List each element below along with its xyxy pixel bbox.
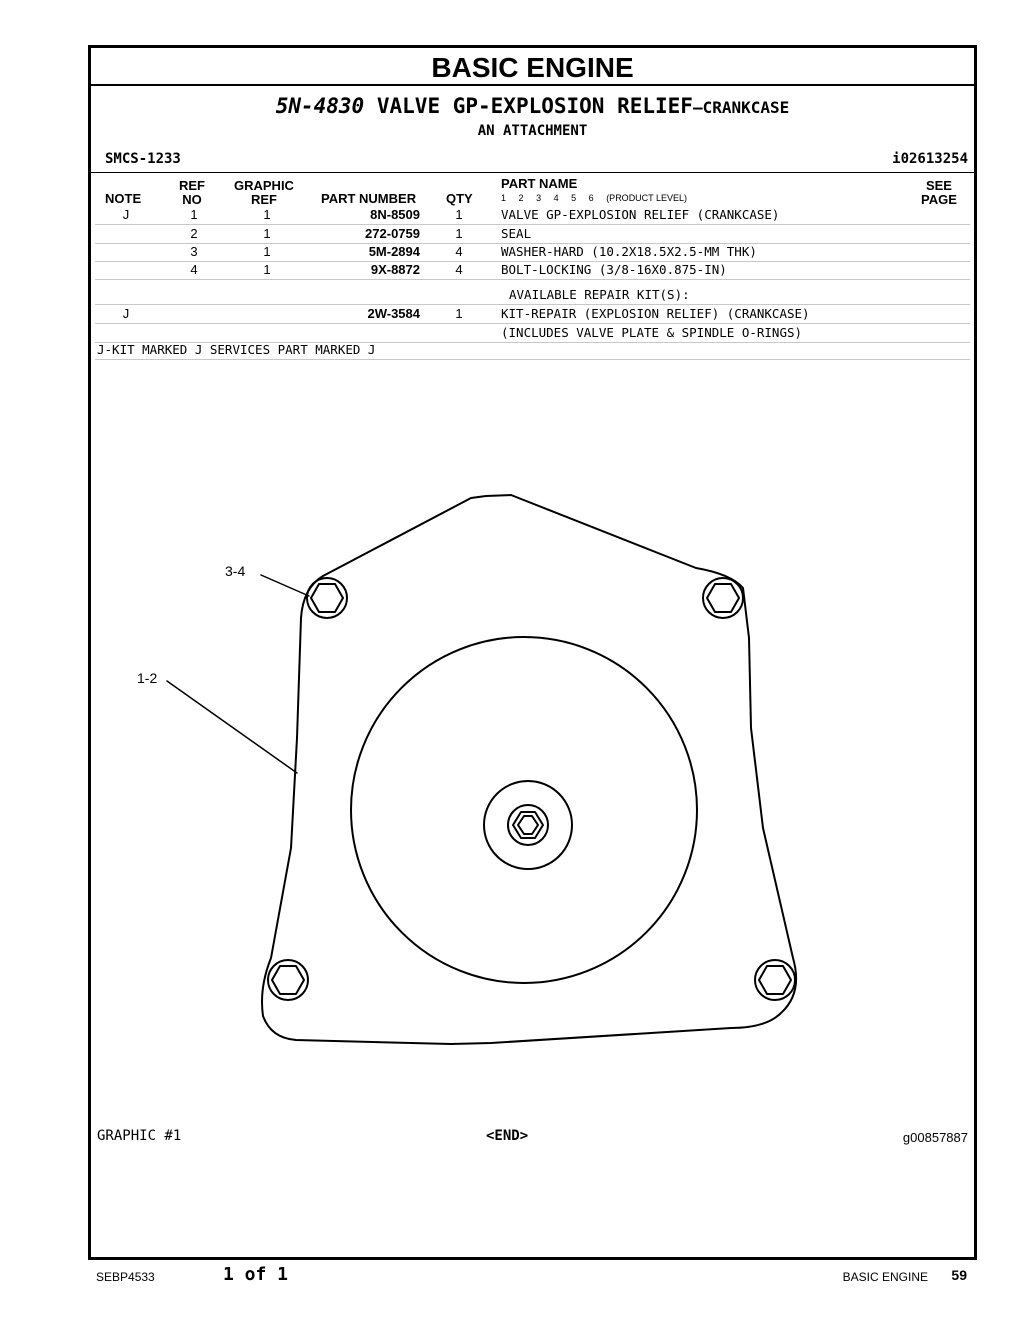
col-ref-bottom: NO (182, 192, 202, 207)
cell-note: J (122, 207, 130, 222)
col-graphic (234, 179, 294, 207)
cell-graphic: 1 (263, 262, 271, 277)
cell-part-number: 5M-2894 (368, 244, 420, 259)
group-name: VALVE GP-EXPLOSION RELIEF (376, 94, 693, 118)
page-frame (88, 45, 977, 1260)
cell-qty: 1 (455, 207, 463, 222)
cell-qty: 4 (455, 262, 463, 277)
footer-section: BASIC ENGINE (842, 1270, 928, 1284)
product-level: 5 (571, 193, 577, 203)
product-level: 6 (588, 193, 594, 203)
kit-footnote: J-KIT MARKED J SERVICES PART MARKED J (97, 342, 376, 357)
cell-ref: 4 (190, 262, 198, 277)
table-row (95, 225, 970, 244)
product-level: 3 (536, 193, 542, 203)
col-ref (179, 179, 205, 207)
cell-part-number: 9X-8872 (370, 262, 420, 277)
group-part-number: 5N-4830 (275, 94, 365, 118)
product-level: 4 (553, 193, 559, 203)
cover-plate-outline (262, 495, 796, 1044)
leader-line-valve (167, 681, 297, 773)
leader-line-bolt (261, 575, 309, 596)
explosion-relief-valve-drawing (91, 488, 974, 1128)
bolt-head (272, 966, 304, 994)
cell-part-name: SEAL (501, 226, 532, 241)
cell-part-name-continued: (INCLUDES VALVE PLATE & SPINDLE O-RINGS) (501, 325, 803, 340)
cell-graphic: 1 (263, 226, 271, 241)
footnote-divider (95, 359, 970, 360)
repair-kit-heading-row (95, 284, 970, 305)
col-part-number: PART NUMBER (321, 191, 417, 206)
end-marker: <END> (486, 1128, 529, 1144)
document-id: i02613254 (892, 151, 968, 167)
col-graphic-top: GRAPHIC (234, 178, 294, 193)
col-note: NOTE (105, 191, 142, 206)
cell-qty: 4 (455, 244, 463, 259)
attachment-label: AN ATTACHMENT (477, 123, 588, 139)
cell-part-name: WASHER-HARD (10.2X18.5X2.5-MM THK) (501, 244, 757, 259)
cell-qty: 1 (455, 226, 463, 241)
bolt-head (311, 584, 343, 612)
header-divider (91, 172, 974, 173)
cell-part-number: 8N-8509 (370, 207, 420, 222)
group-suffix: —CRANKCASE (692, 98, 790, 117)
col-see-bottom: PAGE (921, 192, 957, 207)
cell-note: J (122, 306, 130, 321)
table-row (95, 261, 970, 280)
callout-bolt: 3-4 (225, 563, 246, 579)
col-ref-top: REF (179, 178, 205, 193)
col-part-name: PART NAME (501, 176, 578, 191)
table-row (95, 305, 970, 324)
col-graphic-bottom: REF (250, 192, 277, 207)
graphic-code: g00857887 (902, 1130, 968, 1145)
valve-plate-circle (351, 637, 697, 983)
page-title: BASIC ENGINE (91, 48, 974, 86)
table-row (95, 324, 970, 343)
footer-page-number: 59 (951, 1267, 967, 1283)
cell-qty: 1 (455, 306, 463, 321)
product-level: 2 (518, 193, 524, 203)
footer-page-count: 1 of 1 (223, 1264, 289, 1285)
graphic-label: GRAPHIC #1 (97, 1128, 182, 1144)
footer-document-number: SEBP4533 (96, 1270, 155, 1284)
col-see-page (921, 179, 957, 207)
product-levels (501, 193, 697, 203)
cell-part-name: VALVE GP-EXPLOSION RELIEF (CRANKCASE) (501, 207, 780, 222)
cell-part-name: KIT-REPAIR (EXPLOSION RELIEF) (CRANKCASE) (501, 306, 810, 321)
repair-kit-heading: AVAILABLE REPAIR KIT(S): (509, 287, 690, 302)
table-row (95, 243, 970, 262)
cell-graphic: 1 (263, 207, 271, 222)
col-see-top: SEE (925, 178, 952, 193)
group-title (91, 94, 974, 118)
product-level: 1 (501, 193, 507, 203)
callout-valve: 1-2 (137, 670, 158, 686)
cell-ref: 1 (190, 207, 198, 222)
hub-outer-circle (484, 781, 572, 869)
bolt-head (707, 584, 739, 612)
product-level-label: (PRODUCT LEVEL) (606, 193, 688, 203)
smcs-code: SMCS-1233 (105, 151, 181, 167)
cell-ref: 3 (190, 244, 198, 259)
bolt-head (759, 966, 791, 994)
table-row (95, 206, 970, 225)
cell-part-number: 272-0759 (365, 226, 420, 241)
col-qty: QTY (446, 191, 473, 206)
spindle-nut-inner (518, 816, 538, 834)
cell-part-number: 2W-3584 (367, 306, 420, 321)
cell-graphic: 1 (263, 244, 271, 259)
cell-ref: 2 (190, 226, 198, 241)
cell-part-name: BOLT-LOCKING (3/8-16X0.875-IN) (501, 262, 727, 277)
